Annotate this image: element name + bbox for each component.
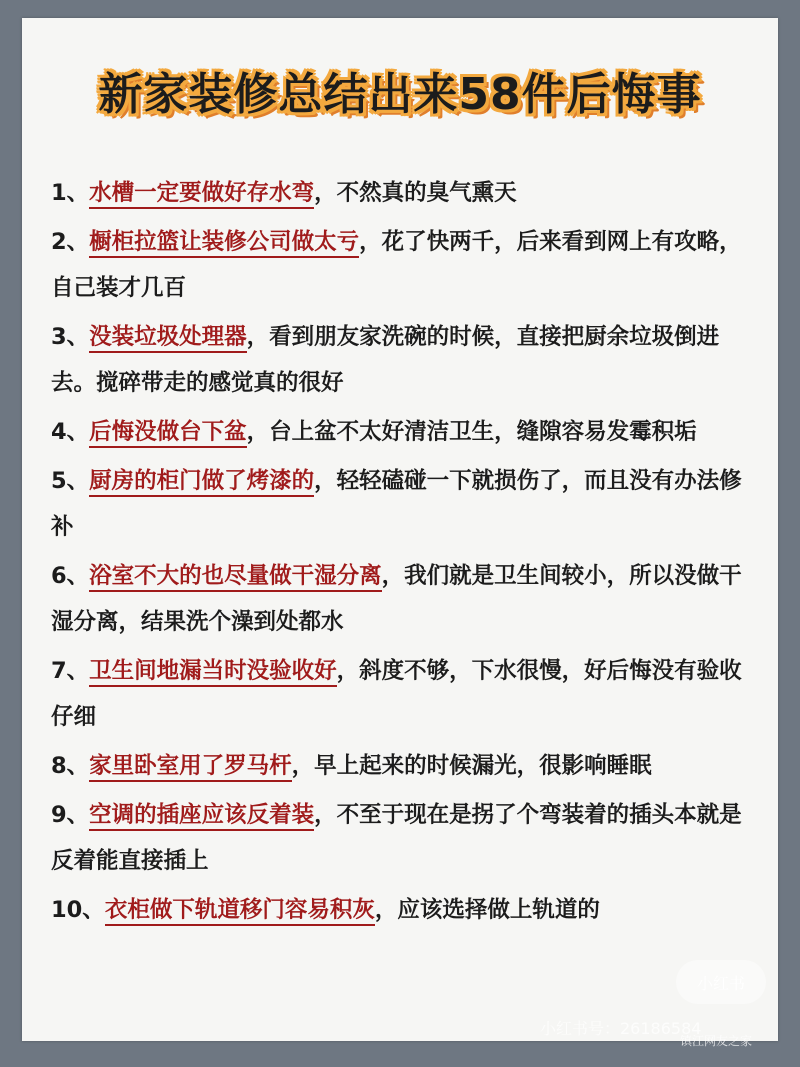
item-text: ，看到朋友家洗碗的时候，直接把厨余垃圾倒进去。搅碎带走的感觉真的很好 — [51, 324, 720, 396]
item-text: ，我们就是卫生间较小，所以没做干湿分离，结果洗个澡到处都水 — [51, 563, 742, 635]
list-item — [51, 219, 751, 311]
list-item — [51, 170, 751, 216]
item-number: 1、 — [51, 180, 90, 206]
item-number: 7、 — [51, 658, 90, 684]
item-highlight: 浴室不大的也尽量做干湿分离 — [89, 563, 382, 592]
tips-list — [51, 170, 751, 936]
item-number: 3、 — [51, 324, 90, 350]
item-text: ，斜度不够，下水很慢，好后悔没有验收仔细 — [51, 658, 742, 730]
item-number: 9、 — [51, 802, 90, 828]
list-item — [51, 887, 751, 933]
watermark-badge: 小红书 — [676, 960, 766, 1004]
item-highlight: 卫生间地漏当时没验收好 — [89, 658, 337, 687]
list-item — [51, 553, 751, 645]
list-item — [51, 792, 751, 884]
list-item — [51, 314, 751, 406]
item-highlight: 橱柜拉篮让装修公司做太亏 — [89, 229, 359, 258]
item-number: 5、 — [51, 468, 90, 494]
item-highlight: 后悔没做台下盆 — [89, 419, 247, 448]
item-highlight: 厨房的柜门做了烤漆的 — [89, 468, 314, 497]
item-highlight: 衣柜做下轨道移门容易积灰 — [105, 897, 375, 926]
list-item — [51, 409, 751, 455]
list-item — [51, 458, 751, 550]
item-text: ，应该选择做上轨道的 — [374, 897, 600, 923]
item-text: ，早上起来的时候漏光，很影响睡眠 — [291, 753, 652, 779]
list-item — [51, 648, 751, 740]
watermark-account: 小红书号：26186584 — [540, 1019, 702, 1038]
page-title: 新家装修总结出来58件后悔事 — [98, 69, 702, 120]
item-highlight: 没装垃圾处理器 — [89, 324, 247, 353]
item-number: 10、 — [51, 897, 105, 923]
item-number: 6、 — [51, 563, 90, 589]
item-number: 4、 — [51, 419, 90, 445]
item-highlight: 水槽一定要做好存水弯 — [89, 180, 314, 209]
item-highlight: 家里卧室用了罗马杆 — [89, 753, 292, 782]
item-text: ，台上盆不太好清洁卫生，缝隙容易发霉积垢 — [246, 419, 697, 445]
list-item — [51, 743, 751, 789]
item-text: ，轻轻磕碰一下就损伤了，而且没有办法修补 — [51, 468, 742, 540]
item-number: 8、 — [51, 753, 90, 779]
item-text: ，不然真的臭气熏天 — [314, 180, 517, 206]
watermark-site: 镇江网友之家 — [680, 1034, 753, 1048]
item-number: 2、 — [51, 229, 90, 255]
item-highlight: 空调的插座应该反着装 — [89, 802, 314, 831]
item-text: ，不至于现在是拐了个弯装着的插头本就是反着能直接插上 — [51, 802, 742, 874]
item-text: ，花了快两千，后来看到网上有攻略，自己装才几百 — [51, 229, 742, 301]
